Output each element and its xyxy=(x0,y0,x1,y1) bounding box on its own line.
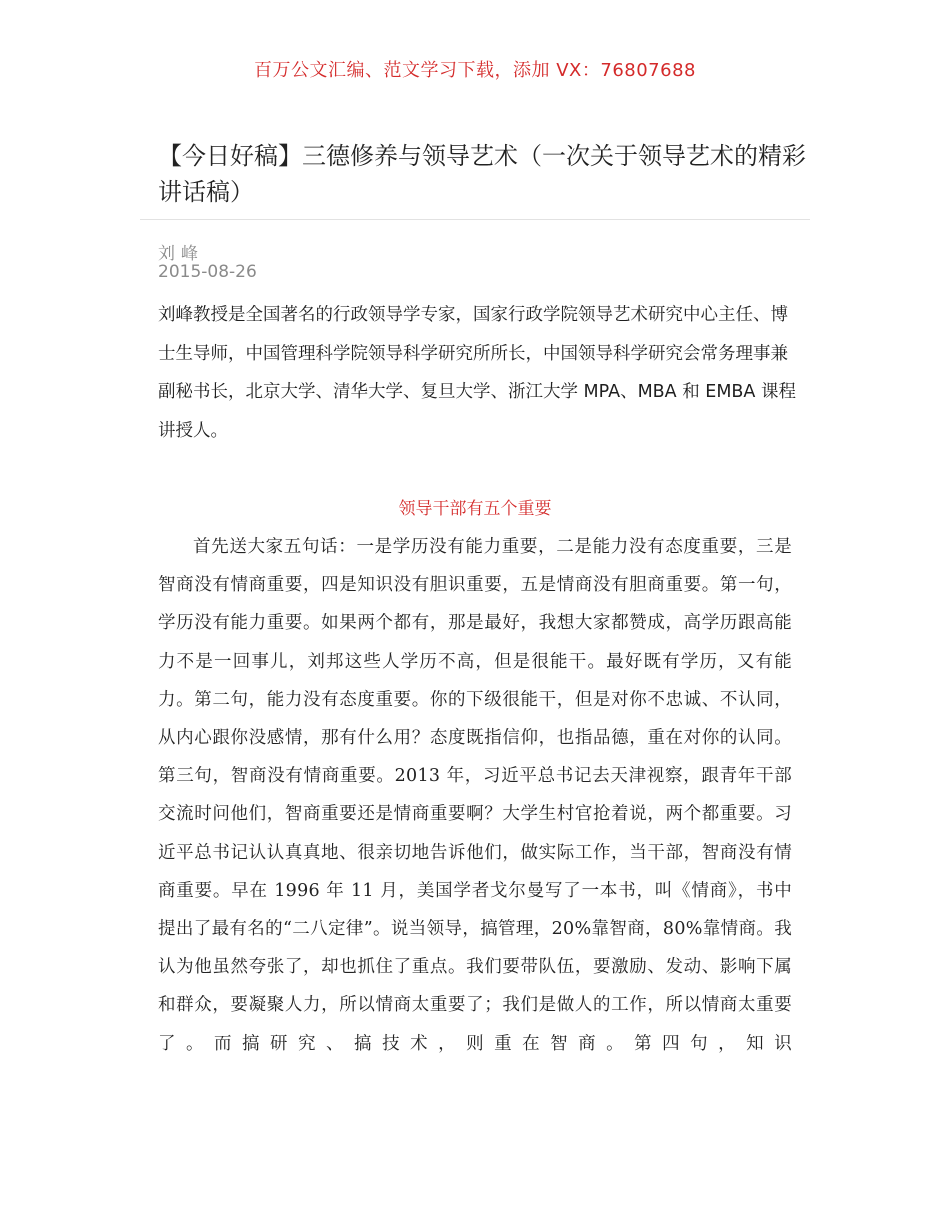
article-date: 2015-08-26 xyxy=(158,262,257,282)
promo-banner: 百万公文汇编、范文学习下载，添加 VX：76807688 xyxy=(254,60,696,81)
article-body: 首先送大家五句话：一是学历没有能力重要，二是能力没有态度重要，三是智商没有情商重要，四是知识没有胆识重要，五是情商没有胆商重要。第一句，学历没有能力重要。如果两个都有，那是最好，我想大家都赞成，高学历跟高能力不是一回事儿，刘邦这些人学历不高，但是很能干。最好既有学历，又有能力。第二句，能力没有态度重要。你的下级很能干，但是对你不忠诚、不认同，从内心跟你没感情，那有什么用？态度既指信仰，也指品德，重在对你的认同。第三句，智商没有情商重要。2013 年，习近平总书记去天津视察，跟青年干部交流时问他们，智商重要还是情商重要啊？大学生村官抢着说，两个都重要。习近平总书记认认真真地、很亲切地告诉他们，做实际工作，当干部，智商没有情商重要。早在 1996 年 11 月，美国学者戈尔曼写了一本书，叫《情商》，书中提出了最有名的“二八定律”。说当领导，搞管理，20%靠智商，80%靠情商。我认为他虽然夸张了，却也抓住了重点。我们要带队伍，要激励、发动、影响下属和群众，要凝聚人力，所以情商太重要了；我们是做人的工作，所以情商太重要了。而搞研究、搞技术，则重在智商。第四句，知识 xyxy=(158,537,792,1054)
article-author: 刘峰 xyxy=(158,244,204,264)
article-intro: 刘峰教授是全国著名的行政领导学专家，国家行政学院领导艺术研究中心主任、博士生导师，中国管理科学院领导科学研究所所长，中国领导科学研究会常务理事兼副秘书长，北京大学、清华大学、复旦大学、浙江大学 MPA、MBA 和 EMBA 课程讲授人。 xyxy=(158,305,796,441)
title-divider xyxy=(140,219,810,220)
section-heading: 领导干部有五个重要 xyxy=(398,499,552,519)
article-title: 【今日好稿】三德修养与领导艺术（一次关于领导艺术的精彩讲话稿） xyxy=(158,142,806,206)
